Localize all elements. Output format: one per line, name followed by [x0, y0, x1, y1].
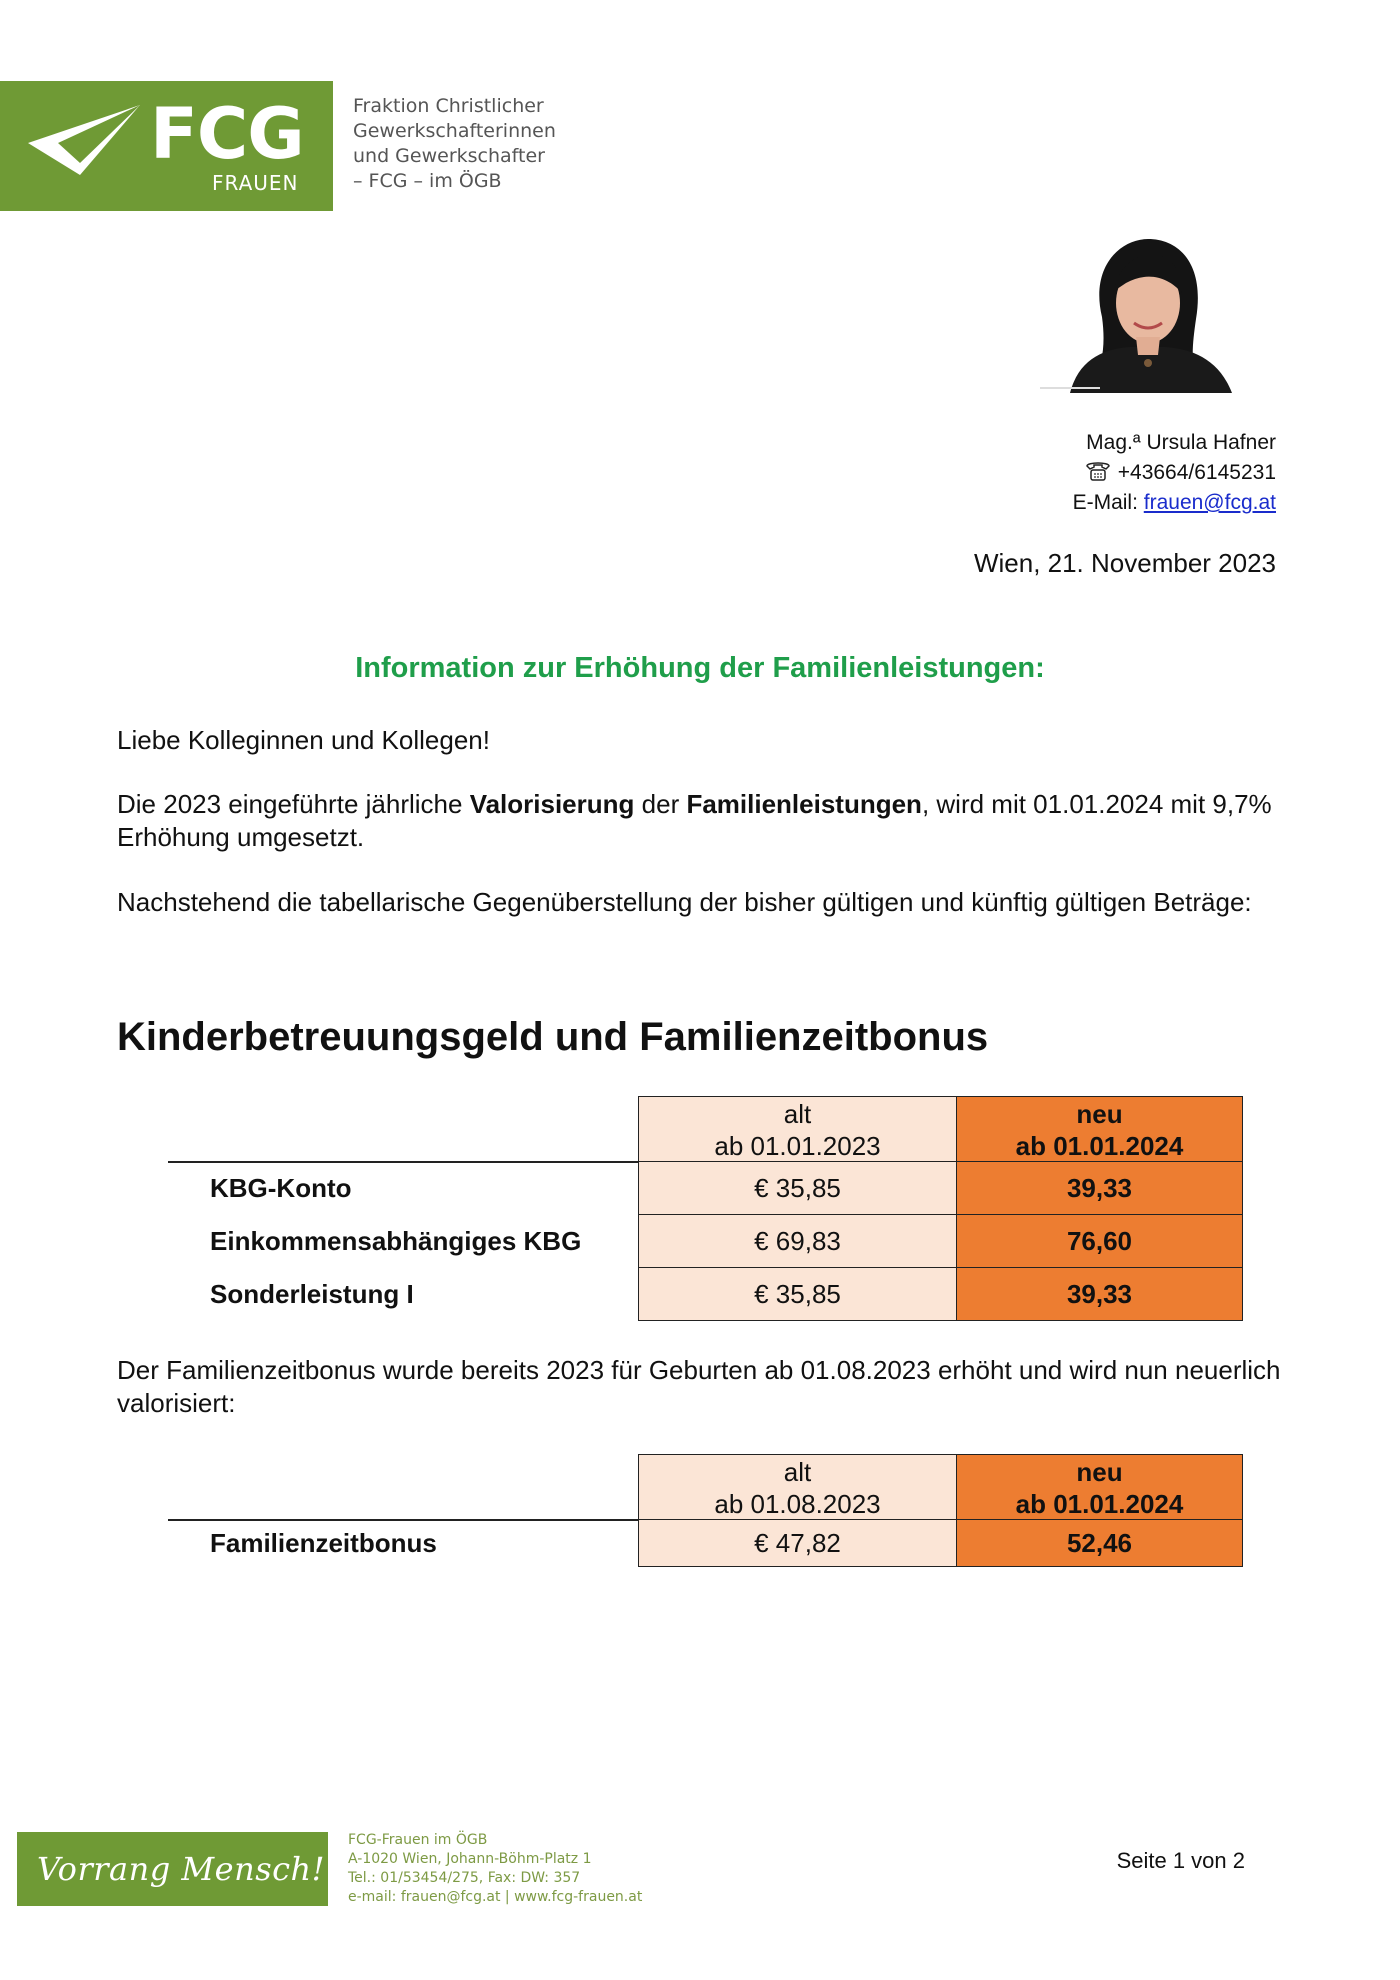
telephone-icon	[1084, 460, 1112, 482]
email-label: E-Mail:	[1072, 491, 1144, 514]
page-title: Information zur Erhöhung der Familienleistungen:	[355, 652, 1045, 684]
fcg-logo	[0, 81, 333, 211]
value-neu: 52,46	[956, 1520, 1243, 1567]
table-row	[168, 1520, 1243, 1567]
column-header-neu	[956, 1096, 1243, 1162]
organization-name	[353, 94, 556, 194]
org-line: Fraktion Christlicher	[353, 95, 544, 117]
table-header	[168, 1454, 1243, 1520]
row-label: Einkommensabhängiges KBG	[210, 1226, 582, 1256]
row-label: Familienzeitbonus	[210, 1528, 437, 1558]
table-row	[168, 1215, 1243, 1268]
header-neu-date: ab 01.01.2024	[1015, 1489, 1184, 1519]
table-row	[168, 1268, 1243, 1321]
table-row	[168, 1162, 1243, 1215]
logo-subtext: FRAUEN	[212, 171, 299, 195]
contact-name: Mag.ª Ursula Hafner	[1086, 431, 1276, 454]
greeting: Liebe Kolleginnen und Kollegen!	[117, 725, 490, 755]
value-neu: 39,33	[956, 1162, 1243, 1215]
bonus-paragraph: Der Familienzeitbonus wurde bereits 2023 für Geburten ab 01.08.2023 erhöht und wird nun neuerlich valorisiert:	[117, 1355, 1281, 1418]
intro-text: der	[634, 789, 687, 819]
header-neu-date: ab 01.01.2024	[1015, 1131, 1184, 1161]
intro-text: , wird mit 01.01.2024 mit 9,7% Erhöhung umgesetzt.	[117, 789, 1272, 852]
fcg-triangle-icon	[28, 105, 140, 175]
value-alt: € 35,85	[638, 1162, 956, 1215]
portrait-photo	[1040, 237, 1252, 393]
familienzeitbonus-table	[168, 1454, 1243, 1567]
column-header-alt	[638, 1096, 956, 1162]
footer-slogan: Vorrang Mensch!	[37, 1850, 325, 1888]
header-alt-date: ab 01.08.2023	[714, 1489, 881, 1519]
kbg-table	[168, 1096, 1243, 1321]
org-line: – FCG – im ÖGB	[353, 170, 502, 192]
intro-bold-familienleistungen: Familienleistungen	[686, 789, 922, 819]
table-header	[168, 1096, 1243, 1162]
org-line: und Gewerkschafter	[353, 145, 545, 167]
value-alt: € 47,82	[638, 1520, 956, 1567]
value-neu: 76,60	[956, 1215, 1243, 1268]
org-line: Gewerkschafterinnen	[353, 120, 556, 142]
value-alt: € 35,85	[638, 1268, 956, 1321]
intro-text: Die 2023 eingeführte jährliche	[117, 789, 470, 819]
footer-address-line: e-mail: frauen@fcg.at | www.fcg-frauen.at	[348, 1889, 643, 1905]
contact-email-line	[1073, 488, 1276, 518]
footer-address-line: A-1020 Wien, Johann-Böhm-Platz 1	[348, 1851, 592, 1867]
logo-wordmark: FCG	[150, 93, 304, 175]
contact-block	[1073, 428, 1276, 518]
row-label: KBG-Konto	[210, 1173, 352, 1203]
lead-paragraph: Nachstehend die tabellarische Gegenüberstellung der bisher gültigen und künftig gültigen Beträge:	[117, 887, 1252, 917]
header-neu-label: neu	[1076, 1099, 1123, 1129]
footer-slogan-logo	[17, 1832, 328, 1906]
column-header-neu	[956, 1454, 1243, 1520]
email-link[interactable]: frauen@fcg.at	[1143, 491, 1276, 514]
value-alt: € 69,83	[638, 1215, 956, 1268]
column-header-alt	[638, 1454, 956, 1520]
footer-address-line: Tel.: 01/53454/275, Fax: DW: 357	[348, 1870, 581, 1886]
section-heading: Kinderbetreuungsgeld und Familienzeitbonus	[117, 1015, 989, 1059]
letter-date: Wien, 21. November 2023	[973, 548, 1276, 578]
row-label: Sonderleistung I	[210, 1279, 414, 1309]
header-neu-label: neu	[1076, 1457, 1123, 1487]
contact-phone-line	[1073, 458, 1276, 488]
value-neu: 39,33	[956, 1268, 1243, 1321]
footer-address	[348, 1831, 642, 1907]
contact-phone: +43664/6145231	[1117, 461, 1276, 484]
intro-bold-valorisierung: Valorisierung	[469, 789, 635, 819]
header-alt-label: alt	[783, 1457, 812, 1487]
page-number: Seite 1 von 2	[1116, 1848, 1245, 1873]
header-alt-date: ab 01.01.2023	[714, 1131, 881, 1161]
header-alt-label: alt	[783, 1099, 812, 1129]
footer-address-line: FCG-Frauen im ÖGB	[348, 1832, 488, 1848]
intro-paragraph	[117, 788, 1297, 854]
